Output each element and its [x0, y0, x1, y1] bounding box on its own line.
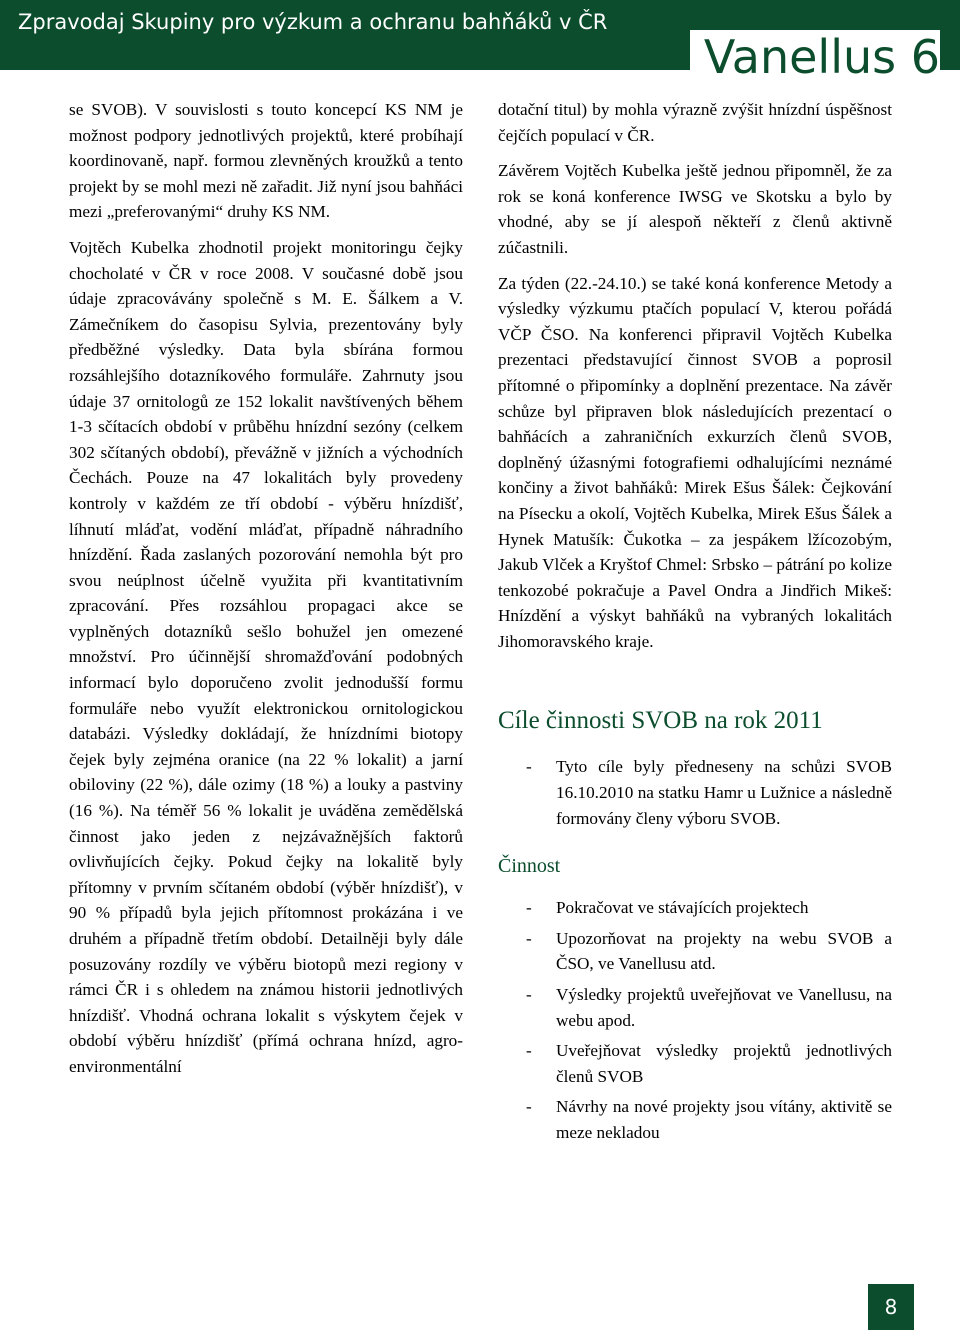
list-item-text: Tyto cíle byly předneseny na schůzi SVOB 16.10.2010 na statku Hamr u Lužnice a následně formovány členy výboru SVOB.	[556, 757, 892, 828]
paragraph: Závěrem Vojtěch Kubelka ještě jednou připomněl, že za rok se koná konference IWSG ve Skotsku a bylo by vhodné, aby se jí alespoň někteří z členů aktivně zúčastnili.	[498, 161, 892, 257]
paragraph: dotační titul) by mohla výrazně zvýšit hnízdní úspěšnost čejčích populací v ČR.	[498, 100, 892, 145]
list-item-text: Upozorňovat na projekty na webu SVOB a ČSO, ve Vanellusu atd.	[556, 928, 892, 974]
magazine-name: Vanellus 6	[690, 30, 940, 82]
paragraph: se SVOB). V souvislosti s touto koncepcí KS NM je možnost podpory jednotlivých projektů, které probíhají koordinovaně, např. formou zlevněných kroužků a tento projekt by se mohl mezi ně zařadit. Již nyní jsou bahňáci mezi „preferovanými“ druhy KS NM.	[69, 100, 463, 222]
page-number: 8	[868, 1284, 914, 1330]
list-marker: -	[526, 985, 532, 1005]
newsletter-title: Zpravodaj Skupiny pro výzkum a ochranu bahňáků v ČR	[18, 10, 608, 34]
list-item-text: Návrhy na nové projekty jsou vítány, aktivitě se meze nekladou	[556, 1097, 892, 1142]
list-item-text: Pokračovat ve stávajících projektech	[556, 898, 809, 918]
right-column	[498, 97, 892, 1151]
left-column	[69, 97, 463, 1090]
activity-list	[498, 895, 892, 1145]
list-item	[498, 754, 892, 831]
list-item	[498, 895, 892, 921]
sub-heading: Činnost	[498, 855, 561, 878]
list-item	[498, 1038, 892, 1089]
list-marker: -	[526, 898, 532, 918]
section-heading: Cíle činnosti SVOB na rok 2011	[498, 707, 823, 735]
paragraph: Vojtěch Kubelka zhodnotil projekt monitoringu čejky chocholaté v ČR v roce 2008. V současné době jsou údaje zpracovávány společně s M. E. Šálkem a V. Zámečníkem do časopisu Sylvia, prezentovány byly předběžné výsledky. Data byla sbírána formou rozsáhlejšího dotazníkového formuláře. Zahrnuty jsou údaje 37 ornitologů ze 152 lokalit navštívených během 1-3 sčítacích období v průběhu hnízdní sezóny (celkem 302 sčítaných období), převážně v jižních a východních Čechách. Pouze na 47 lokalitách byly provedeny kontroly v každém ze tří období - výběru hnízdišť, líhnutí mláďat, vodění mláďat, případně náhradního hnízdění. Řada zaslaných pozorování nemohla být pro svou neúplnost účelně využita při kvantitativním zpracování. Přes rozsáhlou propagaci akce se vyplněných dotazníků sešlo bohužel jen omezené množství. Pro účinnější shromažďování podobných informací bylo doporučeno zvolit jednodušší formu formuláře nebo využít elektronickou ornitologickou databázi. Výsledky dokládají, že hnízdními biotopy čejek byly zejména oranice (na 22 % lokalit) a jarní obiloviny (22 %), dále ozimy (18 %) a louky a pastviny (16 %). Na téměř 56 % lokalit je uváděna zemědělská činnost jako jeden z nejzávažnějších faktorů ovlivňujících čejky. Pokud čejky na lokalitě byly přítomny v prvním sčítaném období (výběr hnízdišť), v 90 % případů byla jejich přítomnost prokázána i ve druhém a případně třetím období. Detailněji byly dále posuzovány rozdíly ve výběru biotopů mezi regiony v rámci ČR i s ohledem na známou historii jednotlivých hnízdišť. Vhodná ochrana lokalit s výskytem čejek v období výběru hnízdišť (přímá ochrana hnízd, agro-environmentální	[69, 237, 463, 1076]
list-marker: -	[526, 1097, 532, 1117]
list-marker: -	[526, 757, 532, 777]
list-item-text: Výsledky projektů uveřejňovat ve Vanellusu, na webu apod.	[556, 985, 892, 1030]
goals-list	[498, 754, 892, 831]
paragraph: Za týden (22.-24.10.) se také koná konference Metody a výsledky výzkumu ptačích populací V, kterou pořádá VČP ČSO. Na konferenci připravil Vojtěch Kubelka prezentaci představující činnost SVOB a poprosil přítomné o připomínky a doplnění prezentace. Na závěr schůze byl připraven blok následujících prezentací o bahňácích a zahraničních exkurzích členů SVOB, doplněný úžasnými fotografiemi odhalujícími neznámé končiny a život bahňáků: Mirek Ešus Šálek: Čejkování na Písecku a okolí, Vojtěch Kubelka, Mirek Ešus Šálek a Hynek Matušík: Čukotka – za jespákem lžícozobým, Jakub Vlček a Kryštof Chmel: Srbsko – pátrání po kolize tenkozobé pokračuje a Pavel Ondra a Jindřich Mikeš: Hnízdění a výskyt bahňáků na vybraných lokalitách Jihomoravského kraje.	[498, 273, 892, 651]
list-item	[498, 1094, 892, 1145]
list-item	[498, 926, 892, 977]
list-marker: -	[526, 1041, 532, 1061]
list-item-text: Uveřejňovat výsledky projektů jednotlivých členů SVOB	[556, 1041, 892, 1086]
list-marker: -	[526, 928, 532, 948]
list-item	[498, 982, 892, 1033]
